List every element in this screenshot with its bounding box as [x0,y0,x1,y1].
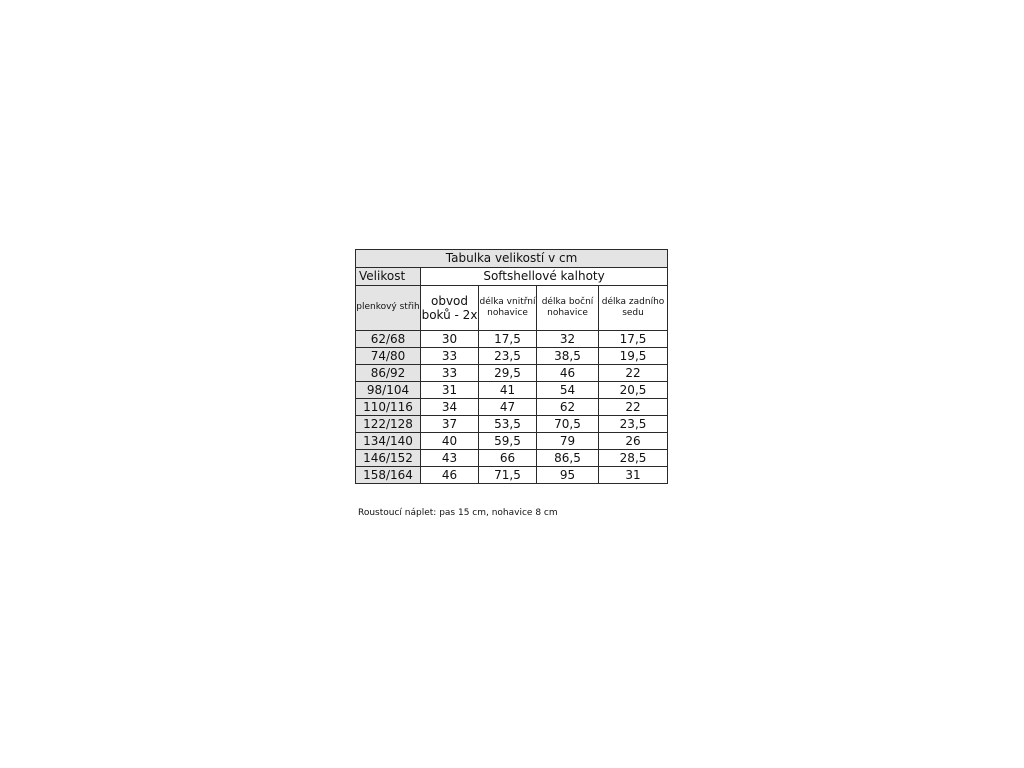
table-cell: 23,5 [479,348,537,365]
size-cell: 146/152 [356,450,421,467]
table-row [356,382,668,399]
table-cell: 33 [421,348,479,365]
table-row [356,467,668,484]
column-header-side-length: délka boční nohavice [537,286,599,331]
table-cell: 22 [599,365,668,382]
size-chart-table [355,249,668,484]
table-cell: 66 [479,450,537,467]
table-cell: 30 [421,331,479,348]
table-cell: 47 [479,399,537,416]
column-header-inseam: délka vnitřní nohavice [479,286,537,331]
table-cell: 54 [537,382,599,399]
table-row [356,450,668,467]
table-cell: 79 [537,433,599,450]
table-row [356,365,668,382]
table-cell: 20,5 [599,382,668,399]
table-cell: 43 [421,450,479,467]
table-cell: 17,5 [599,331,668,348]
table-cell: 28,5 [599,450,668,467]
size-cell: 62/68 [356,331,421,348]
size-cell: 98/104 [356,382,421,399]
column-header-hip: obvod boků - 2x [421,286,479,331]
table-row [356,416,668,433]
table-cell: 29,5 [479,365,537,382]
size-cell: 122/128 [356,416,421,433]
table-title: Tabulka velikostí v cm [356,250,668,268]
table-cell: 53,5 [479,416,537,433]
table-cell: 86,5 [537,450,599,467]
table-cell: 40 [421,433,479,450]
size-cell: 86/92 [356,365,421,382]
table-cell: 31 [421,382,479,399]
table-row [356,433,668,450]
table-cell: 46 [537,365,599,382]
size-cell: 158/164 [356,467,421,484]
table-cell: 38,5 [537,348,599,365]
table-cell: 34 [421,399,479,416]
table-row [356,348,668,365]
column-header-back-rise: délka zadního sedu [599,286,668,331]
size-label: Velikost [356,268,421,286]
table-cell: 23,5 [599,416,668,433]
table-cell: 33 [421,365,479,382]
table-cell: 37 [421,416,479,433]
table-cell: 70,5 [537,416,599,433]
size-cell: 134/140 [356,433,421,450]
table-cell: 19,5 [599,348,668,365]
table-cell: 22 [599,399,668,416]
table-cell: 71,5 [479,467,537,484]
size-cell: 74/80 [356,348,421,365]
product-label: Softshellové kalhoty [421,268,668,286]
footnote: Roustoucí náplet: pas 15 cm, nohavice 8 cm [358,508,558,518]
table-cell: 95 [537,467,599,484]
table-cell: 41 [479,382,537,399]
table-row [356,331,668,348]
table-cell: 26 [599,433,668,450]
table-cell: 17,5 [479,331,537,348]
table-cell: 46 [421,467,479,484]
size-cell: 110/116 [356,399,421,416]
table-cell: 32 [537,331,599,348]
table-row [356,399,668,416]
table-cell: 62 [537,399,599,416]
table-cell: 31 [599,467,668,484]
table-cell: 59,5 [479,433,537,450]
column-header-cut: plenkový střih [356,286,421,331]
